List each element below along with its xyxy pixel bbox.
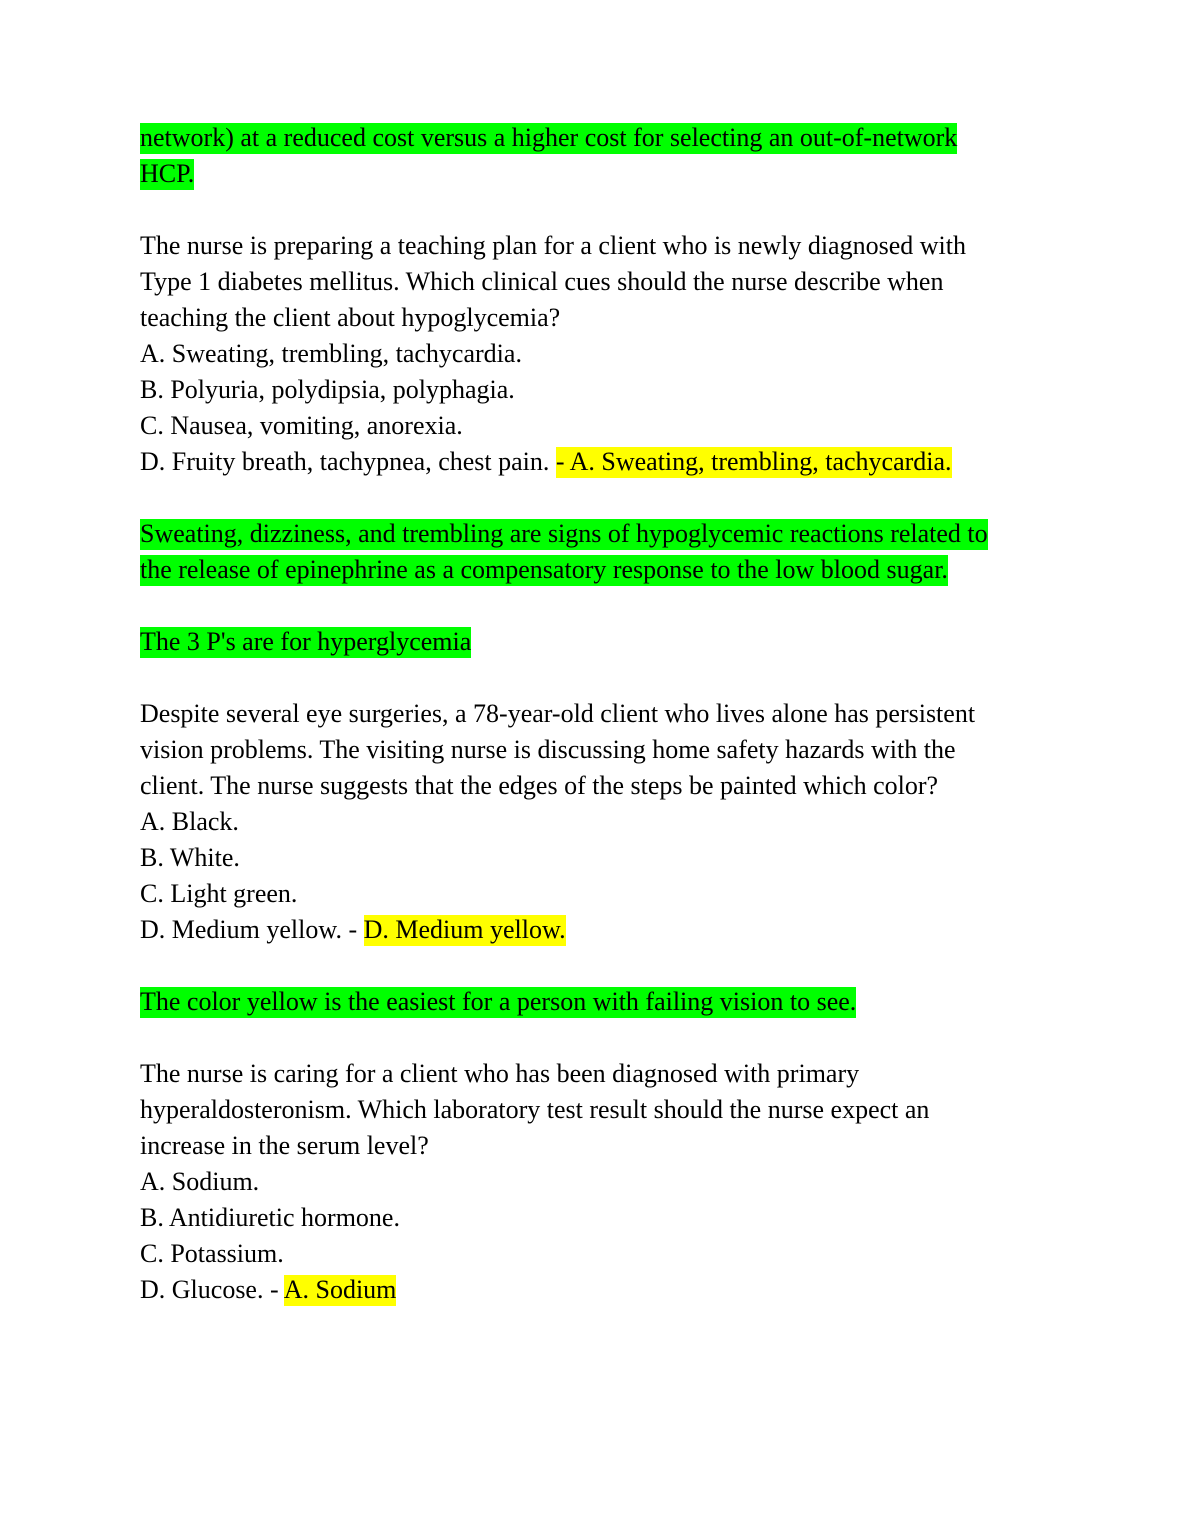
- question-1-stem-line: The nurse is preparing a teaching plan for a client who is newly diagnosed with: [140, 231, 966, 260]
- question-2-option-d: D. Medium yellow. -: [140, 915, 364, 944]
- question-2-rationale: [140, 984, 1040, 1020]
- question-1-note-text: The 3 P's are for hyperglycemia: [140, 627, 472, 656]
- intro-line-2: HCP.: [140, 159, 195, 188]
- question-1-rationale: [140, 516, 1040, 588]
- question-3-answer: A. Sodium: [283, 1275, 397, 1304]
- question-3-stem-line: increase in the serum level?: [140, 1131, 429, 1160]
- question-2-answer: D. Medium yellow.: [363, 915, 566, 944]
- question-1-stem-line: teaching the client about hypoglycemia?: [140, 303, 561, 332]
- question-2-option-c: C. Light green.: [140, 879, 298, 908]
- question-2-rationale-text: The color yellow is the easiest for a person with failing vision to see.: [140, 987, 857, 1016]
- question-1-answer: - A. Sweating, trembling, tachycardia.: [555, 447, 952, 476]
- question-1-note: [140, 624, 1040, 660]
- question-2-option-d-line: [140, 912, 1040, 948]
- question-1-option-d-line: [140, 444, 1040, 480]
- document-page: [140, 120, 1040, 1344]
- question-2-stem-line: vision problems. The visiting nurse is discussing home safety hazards with the: [140, 735, 956, 764]
- question-2-option-a: A. Black.: [140, 807, 239, 836]
- question-3: [140, 1056, 1040, 1308]
- question-2-option-b: B. White.: [140, 843, 240, 872]
- question-2-stem-line: client. The nurse suggests that the edges of the steps be painted which color?: [140, 771, 939, 800]
- intro-paragraph: [140, 120, 1040, 192]
- question-1-option-d: D. Fruity breath, tachypnea, chest pain.: [140, 447, 556, 476]
- question-3-option-d: D. Glucose. -: [140, 1275, 284, 1304]
- question-3-option-b: B. Antidiuretic hormone.: [140, 1203, 400, 1232]
- question-2-stem-line: Despite several eye surgeries, a 78-year-old client who lives alone has persistent: [140, 699, 976, 728]
- question-3-option-c: C. Potassium.: [140, 1239, 284, 1268]
- question-1: [140, 228, 1040, 480]
- question-3-option-d-line: [140, 1272, 1040, 1308]
- question-3-stem-line: hyperaldosteronism. Which laboratory test result should the nurse expect an: [140, 1095, 930, 1124]
- question-1-rationale-line: the release of epinephrine as a compensatory response to the low blood sugar.: [140, 555, 948, 584]
- question-2: [140, 696, 1040, 948]
- question-3-stem-line: The nurse is caring for a client who has been diagnosed with primary: [140, 1059, 860, 1088]
- question-1-option-b: B. Polyuria, polydipsia, polyphagia.: [140, 375, 515, 404]
- intro-line-1: network) at a reduced cost versus a higher cost for selecting an out-of-network: [140, 123, 958, 152]
- question-1-option-c: C. Nausea, vomiting, anorexia.: [140, 411, 463, 440]
- question-1-option-a: A. Sweating, trembling, tachycardia.: [140, 339, 522, 368]
- question-1-stem-line: Type 1 diabetes mellitus. Which clinical cues should the nurse describe when: [140, 267, 944, 296]
- question-3-option-a: A. Sodium.: [140, 1167, 260, 1196]
- question-1-rationale-line: Sweating, dizziness, and trembling are signs of hypoglycemic reactions related to: [140, 519, 988, 548]
